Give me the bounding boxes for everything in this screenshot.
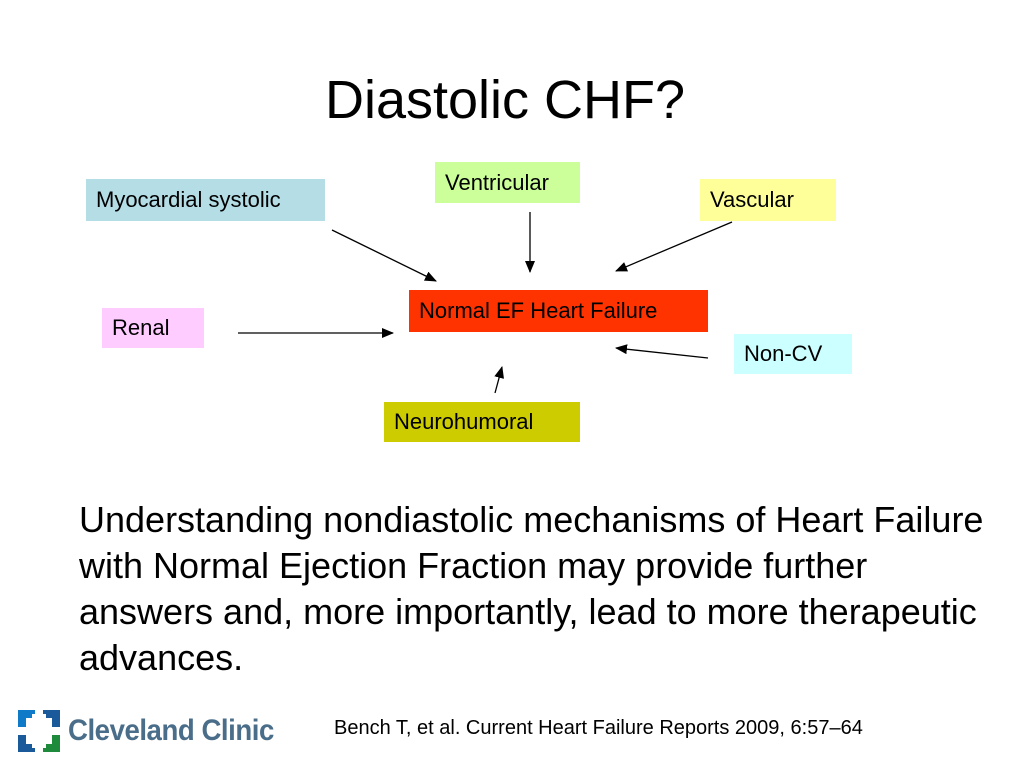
body-paragraph: Understanding nondiastolic mechanisms of Heart Failure with Normal Ejection Fraction may provide further answers and, more importantly, lead to more therapeutic advances. [79, 499, 984, 678]
logo-wordmark: Cleveland Clinic [68, 714, 274, 747]
node-neurohumoral: Neurohumoral [384, 402, 580, 442]
arrow-myocardial-to-center [332, 230, 436, 281]
node-normal-ef-heart-failure: Normal EF Heart Failure [409, 290, 708, 332]
cleveland-clinic-logo [18, 708, 292, 754]
node-non-cv: Non-CV [734, 334, 852, 374]
node-vascular: Vascular [700, 179, 836, 221]
node-ventricular: Ventricular [435, 162, 580, 203]
arrow-noncv-to-center [616, 348, 708, 358]
arrow-vascular-to-center [616, 222, 732, 271]
arrow-neurohumoral-to-center [495, 367, 502, 393]
node-renal: Renal [102, 308, 204, 348]
citation: Bench T, et al. Current Heart Failure Reports 2009, 6:57–64 [334, 717, 863, 739]
slide-title: Diastolic CHF? [324, 70, 686, 130]
cleveland-clinic-cross-icon [18, 710, 60, 752]
node-myocardial-systolic: Myocardial systolic [86, 179, 325, 221]
